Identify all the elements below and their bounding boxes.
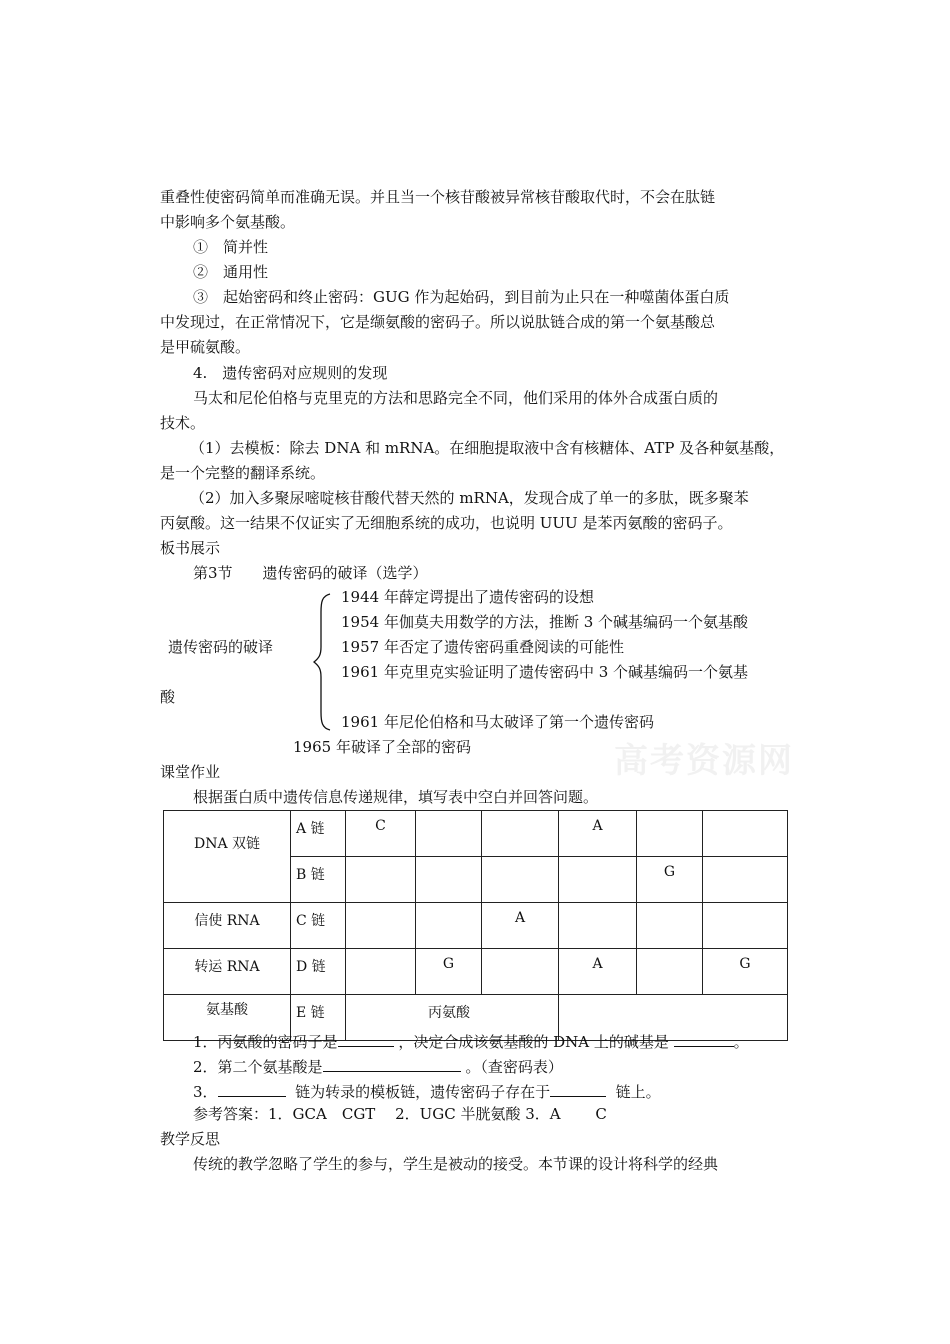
paragraph-line: （1）去模板：除去 DNA 和 mRNA。在细胞提取液中含有核糖体、ATP 及各种氨基酸， xyxy=(190,439,785,457)
question-1 xyxy=(193,1032,749,1050)
question-3 xyxy=(193,1082,661,1100)
list-item-universality: ② 通用性 xyxy=(193,263,269,281)
question-text: 。 xyxy=(733,1033,749,1051)
table-cell: A xyxy=(482,903,559,949)
table-row xyxy=(164,903,788,949)
question-text: 3． xyxy=(193,1083,218,1101)
reflection-heading: 教学反思 xyxy=(160,1130,221,1148)
question-2 xyxy=(193,1057,563,1075)
genetic-info-table xyxy=(163,810,788,1041)
table-cell xyxy=(416,811,482,857)
table-cell xyxy=(416,857,482,903)
chain-label: B 链 xyxy=(291,857,346,903)
question-text: ，决定合成该氨基酸的 DNA 上的碱基是 xyxy=(398,1033,669,1051)
answer-blank[interactable] xyxy=(338,1032,394,1047)
watermark-text: 高考资源网 xyxy=(614,741,794,781)
question-text: 链上。 xyxy=(615,1083,661,1101)
list-item-start-stop: ③ 起始密码和终止密码：GUG 作为起始码，到目前为止只在一种噬菌体蛋白质 xyxy=(193,288,730,306)
table-cell xyxy=(703,903,788,949)
timeline-event: 1961 年克里克实验证明了遗传密码中 3 个碱基编码一个氨基 xyxy=(341,663,749,681)
table-cell: A xyxy=(559,949,637,995)
table-cell xyxy=(637,811,703,857)
table-row xyxy=(164,949,788,995)
table-cell: G xyxy=(703,949,788,995)
question-text: 。（查密码表） xyxy=(465,1058,563,1076)
table-cell xyxy=(637,949,703,995)
reference-answer: 参考答案：1．GCA CGT 2．UGC 半胱氨酸 3．A C xyxy=(193,1105,607,1123)
table-cell xyxy=(637,903,703,949)
answer-blank[interactable] xyxy=(674,1032,734,1047)
table-cell xyxy=(416,903,482,949)
table-cell xyxy=(559,857,637,903)
timeline-event: 1961 年尼伦伯格和马太破译了第一个遗传密码 xyxy=(341,713,654,731)
answer-blank[interactable] xyxy=(323,1057,461,1072)
paragraph-line: 马太和尼伦伯格与克里克的方法和思路完全不同，他们采用的体外合成蛋白质的 xyxy=(193,389,719,407)
table-cell xyxy=(703,811,788,857)
table-cell xyxy=(482,857,559,903)
chain-label: D 链 xyxy=(291,949,346,995)
table-cell: A xyxy=(559,811,637,857)
table-cell xyxy=(482,949,559,995)
board-heading: 板书展示 xyxy=(160,539,221,557)
table-row xyxy=(164,811,788,857)
board-left-label-tail: 酸 xyxy=(160,688,176,706)
paragraph-line: 技术。 xyxy=(160,414,206,432)
amino-acid-cell: 丙氨酸 xyxy=(346,995,559,1041)
chain-label: A 链 xyxy=(291,811,346,857)
paragraph-line: 是一个完整的翻译系统。 xyxy=(160,464,326,482)
paragraph-line: （2）加入多聚尿嘧啶核苷酸代替天然的 mRNA，发现合成了单一的多肽，既多聚苯 xyxy=(190,489,749,507)
answer-blank[interactable] xyxy=(218,1082,286,1097)
question-text: 1．丙氨酸的密码子是 xyxy=(193,1033,338,1051)
row-label-mrna: 信使 RNA xyxy=(164,903,291,949)
table-cell xyxy=(346,949,416,995)
table-cell xyxy=(346,857,416,903)
row-label-amino-acid: 氨基酸 xyxy=(164,995,291,1041)
table-cell xyxy=(703,857,788,903)
row-label-dna: DNA 双链 xyxy=(164,811,291,903)
homework-heading: 课堂作业 xyxy=(160,763,221,781)
table-cell xyxy=(346,903,416,949)
paragraph-line: 是甲硫氨酸。 xyxy=(160,338,251,356)
table-cell xyxy=(559,903,637,949)
timeline-event: 1954 年伽莫夫用数学的方法，推断 3 个碱基编码一个氨基酸 xyxy=(341,613,749,631)
section-heading: 4. 遗传密码对应规则的发现 xyxy=(193,364,388,382)
timeline-event: 1957 年否定了遗传密码重叠阅读的可能性 xyxy=(341,638,624,656)
homework-intro: 根据蛋白质中遗传信息传递规律，填写表中空白并回答问题。 xyxy=(193,788,599,806)
left-brace-icon xyxy=(312,592,334,732)
table-cell: G xyxy=(416,949,482,995)
answer-blank[interactable] xyxy=(550,1082,606,1097)
paragraph-line: 重叠性使密码简单而准确无误。并且当一个核苷酸被异常核苷酸取代时，不会在肽链 xyxy=(160,188,716,206)
table-cell xyxy=(482,811,559,857)
chain-label: C 链 xyxy=(291,903,346,949)
paragraph-line: 丙氨酸。这一结果不仅证实了无细胞系统的成功，也说明 UUU 是苯丙氨酸的密码子。 xyxy=(160,514,733,532)
timeline-event: 1965 年破译了全部的密码 xyxy=(293,738,471,756)
table-cell: G xyxy=(637,857,703,903)
question-text: 2．第二个氨基酸是 xyxy=(193,1058,323,1076)
row-label-trna: 转运 RNA xyxy=(164,949,291,995)
board-left-label: 遗传密码的破译 xyxy=(168,638,274,656)
question-text: 链为转录的模板链，遗传密码子存在于 xyxy=(295,1083,551,1101)
list-item-degeneracy: ① 简并性 xyxy=(193,238,269,256)
paragraph-line: 中影响多个氨基酸。 xyxy=(160,213,296,231)
table-cell: C xyxy=(346,811,416,857)
reflection-line: 传统的教学忽略了学生的参与，学生是被动的接受。本节课的设计将科学的经典 xyxy=(193,1155,719,1173)
board-section-title: 第3节 遗传密码的破译（选学） xyxy=(193,564,428,582)
paragraph-line: 中发现过，在正常情况下，它是缬氨酸的密码子。所以说肽链合成的第一个氨基酸总 xyxy=(160,313,716,331)
chain-label: E 链 xyxy=(291,995,346,1041)
timeline-event: 1944 年薛定谔提出了遗传密码的设想 xyxy=(341,588,594,606)
